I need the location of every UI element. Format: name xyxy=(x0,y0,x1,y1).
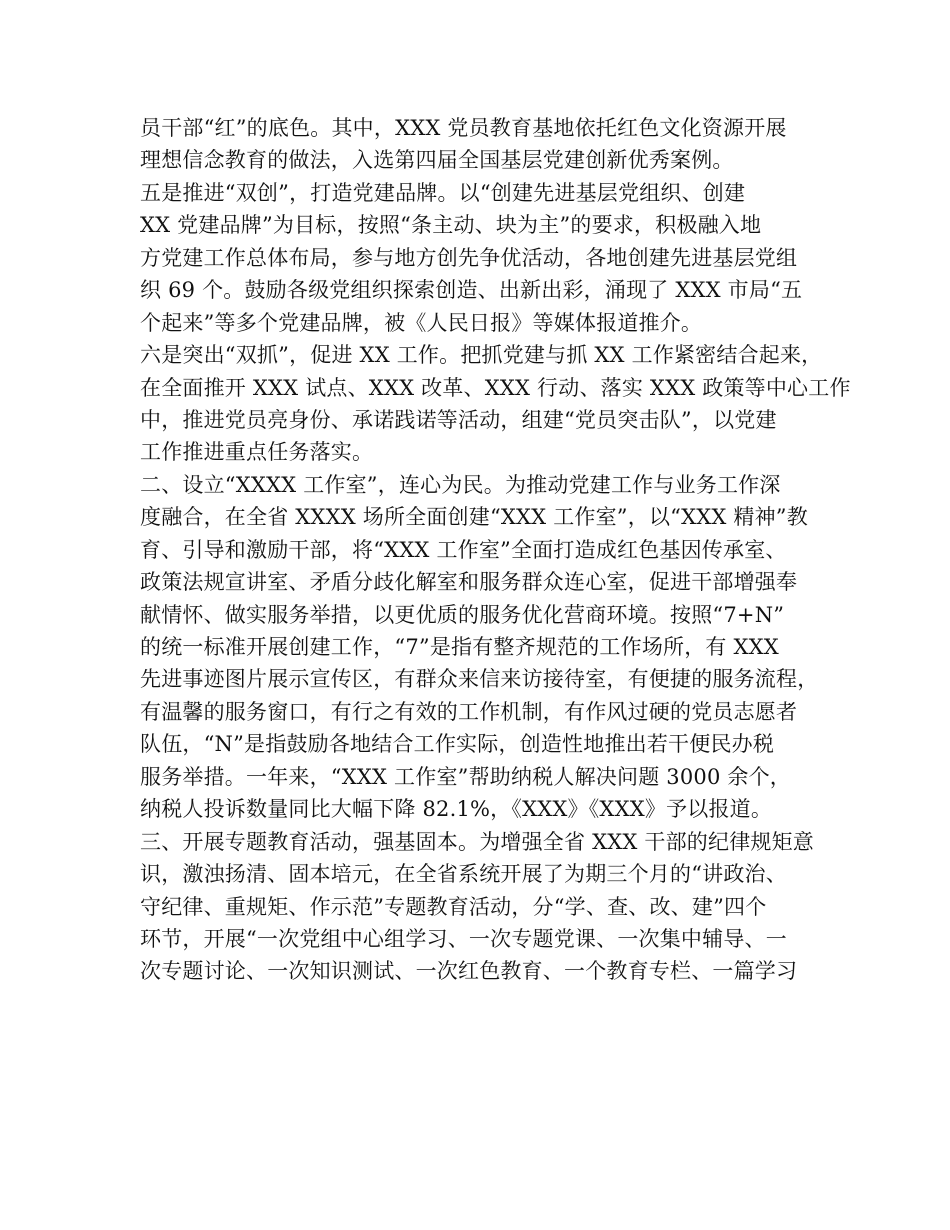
text-line: 员干部“红”的底色。其中，XXX 党员教育基地依托红色文化资源开展 xyxy=(140,116,787,140)
text-line: 先进事迹图片展示宣传区，有群众来信来访接待室，有便捷的服务流程， xyxy=(140,667,819,692)
text-line: 的统一标准开展创建工作，“7”是指有整齐规范的工作场所，有 XXX xyxy=(140,635,779,659)
text-line: 队伍，“N”是指鼓励各地结合工作实际，创造性地推出若干便民办税 xyxy=(140,732,775,757)
text-line: 守纪律、重规矩、作示范”专题教育活动，分“学、查、改、建”四个 xyxy=(140,894,767,919)
text-line: 识，激浊扬清、固本培元，在全省系统开展了为期三个月的“讲政治、 xyxy=(140,862,787,887)
text-line: 纳税人投诉数量同比大幅下降 82.1%，《XXX》《XXX》予以报道。 xyxy=(140,797,773,822)
text-line: 次专题讨论、一次知识测试、一次红色教育、一个教育专栏、一篇学习 xyxy=(140,959,798,984)
body-text xyxy=(140,112,851,988)
text-line: 工作推进重点任务落实。 xyxy=(140,440,374,465)
text-line: 方党建工作总体布局，参与地方创先争优活动，各地创建先进基层党组 xyxy=(140,245,798,270)
text-line: 五是推进“双创”，打造党建品牌。以“创建先进基层党组织、创建 xyxy=(140,180,746,205)
text-line: 服务举措。一年来，“XXX 工作室”帮助纳税人解决问题 3000 余个， xyxy=(140,764,791,789)
text-line: 个起来”等多个党建品牌，被《人民日报》等媒体报道推介。 xyxy=(140,310,703,335)
text-line: 织 69 个。鼓励各级党组织探索创造、出新出彩，涌现了 XXX 市局“五 xyxy=(140,278,803,303)
text-line: 献情怀、做实服务举措，以更优质的服务优化营商环境。按照“7+N” xyxy=(140,602,785,627)
text-line: 在全面推开 XXX 试点、XXX 改革、XXX 行动、落实 XXX 政策等中心工作 xyxy=(140,375,851,400)
text-line: 六是突出“双抓”，促进 XX 工作。把抓党建与抓 XX 工作紧密结合起来， xyxy=(140,343,823,368)
text-line: 度融合，在全省 XXXX 场所全面创建“XXX 工作室”，以“XXX 精神”教 xyxy=(140,505,808,530)
text-line: 三、开展专题教育活动，强基固本。为增强全省 XXX 干部的纪律规矩意 xyxy=(140,829,814,854)
text-line: 有温馨的服务窗口，有行之有效的工作机制，有作风过硬的党员志愿者 xyxy=(140,699,798,724)
text-line: XX 党建品牌”为目标，按照“条主动、块为主”的要求，积极融入地 xyxy=(140,213,762,238)
text-line: 理想信念教育的做法，入选第四届全国基层党建创新优秀案例。 xyxy=(140,148,734,173)
text-line: 育、引导和激励干部，将“XXX 工作室”全面打造成红色基因传承室、 xyxy=(140,537,787,562)
text-line: 中，推进党员亮身份、承诺践诺等活动，组建“党员突击队”，以党建 xyxy=(140,407,777,432)
text-line: 二、设立“XXXX 工作室”，连心为民。为推动党建工作与业务工作深 xyxy=(140,472,781,497)
text-line: 环节，开展“一次党组中心组学习、一次专题党课、一次集中辅导、一 xyxy=(140,926,787,951)
text-line: 政策法规宣讲室、矛盾分歧化解室和服务群众连心室，促进干部增强奉 xyxy=(140,570,798,595)
